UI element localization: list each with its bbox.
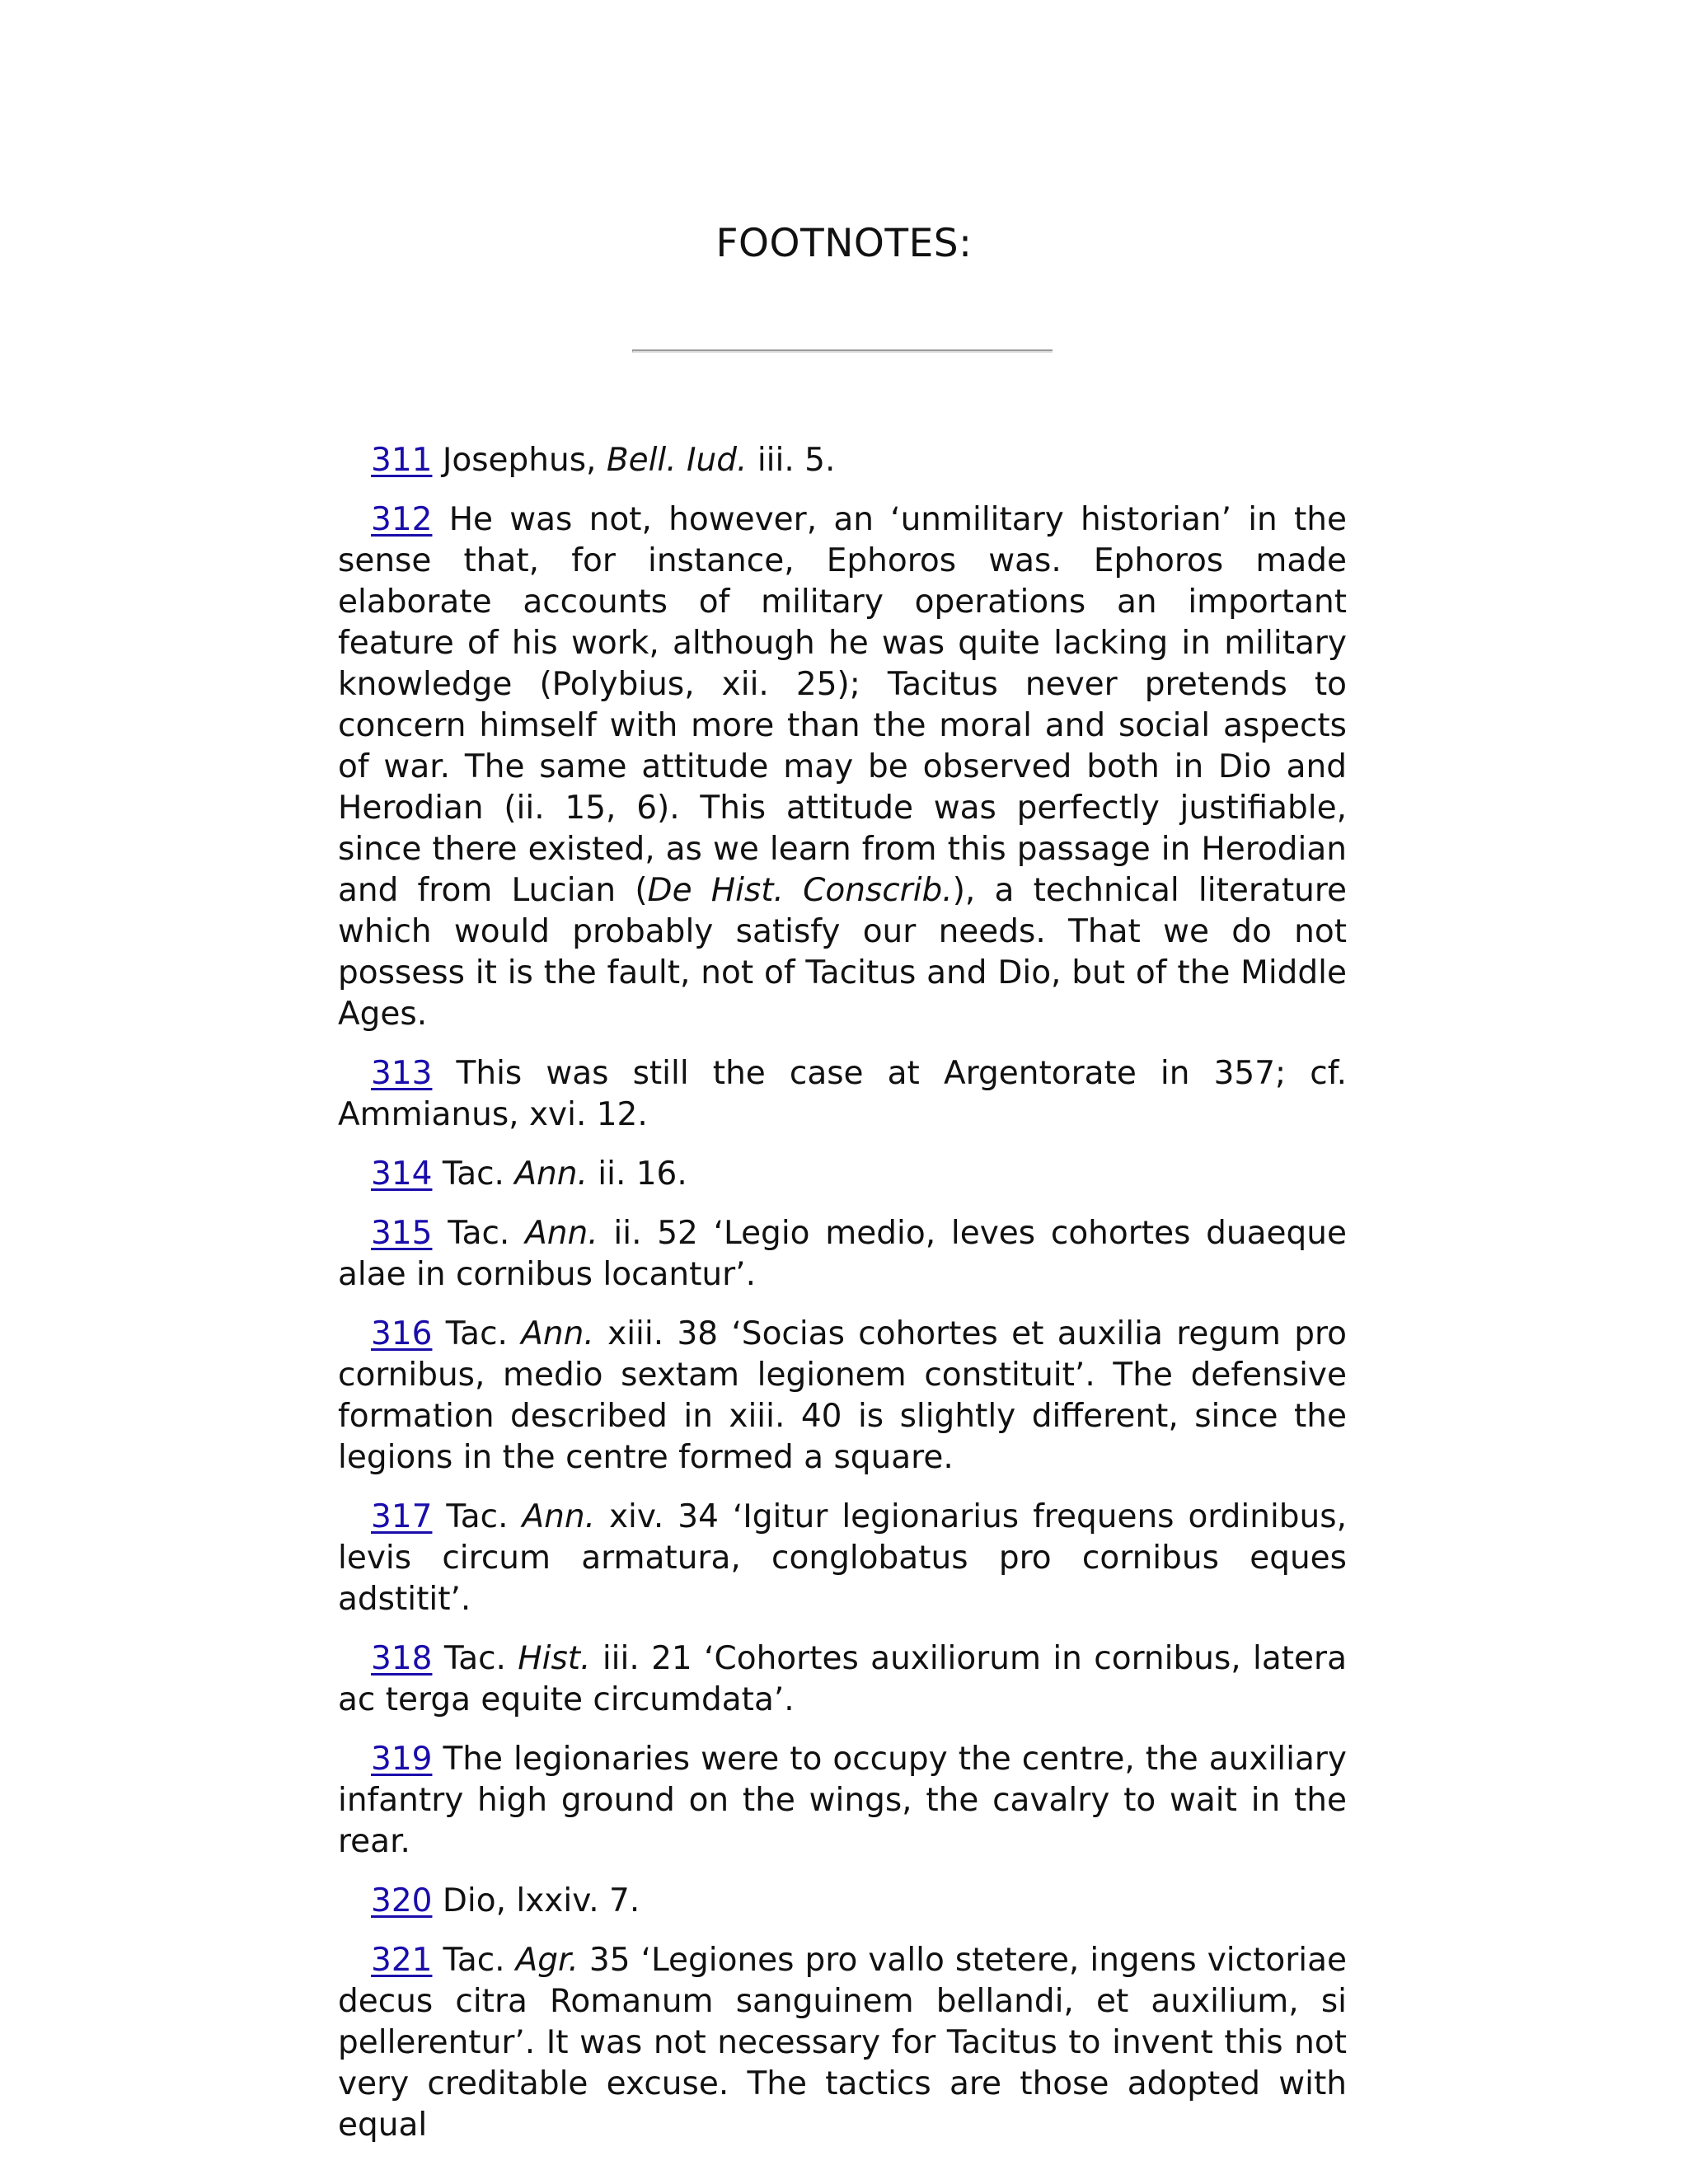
footnote-text: Dio, lxxiv. 7. [432, 1882, 640, 1919]
footnote [338, 1314, 1347, 1479]
footnote-link[interactable]: 315 [371, 1215, 433, 1252]
footnote-link[interactable]: 311 [371, 442, 433, 479]
footnote-text: Tac. [432, 1155, 515, 1193]
footnote [338, 1739, 1347, 1863]
footnote [338, 1213, 1347, 1296]
footnote [338, 1497, 1347, 1620]
footnote-italic-text: Ann. [525, 1215, 598, 1252]
footnote-italic-text: Agr. [515, 1942, 579, 1979]
title-divider [632, 349, 1053, 353]
footnote-link[interactable]: 321 [371, 1942, 433, 1979]
footnote [338, 1881, 1347, 1922]
footnote-text: iii. 5. [747, 442, 836, 479]
footnote-italic-text: De Hist. Conscrib. [647, 872, 953, 909]
page-title: FOOTNOTES: [715, 221, 973, 266]
footnote [338, 440, 1347, 481]
footnote [338, 1053, 1347, 1136]
footnote-text: This was still the case at Argentorate in 357; cf. Ammianus, xvi. 12. [338, 1055, 1347, 1133]
footnote-text: The legionaries were to occupy the centre, the auxiliary infantry high ground on the wings, the cavalry to wait in the rear. [338, 1741, 1347, 1860]
footnote-text: ii. 52 ‘Legio medio, leves cohortes duaeque alae in cornibus locantur’. [338, 1215, 1347, 1293]
footnote-link[interactable]: 312 [371, 501, 433, 538]
footnote-link[interactable]: 319 [371, 1741, 433, 1778]
footnote-link[interactable]: 316 [371, 1315, 433, 1352]
footnote-italic-text: Ann. [514, 1155, 588, 1193]
footnote-text: Tac. [432, 1942, 516, 1979]
footnote-text: Tac. [432, 1215, 526, 1252]
footnote-italic-text: Hist. [518, 1640, 591, 1677]
footnote [338, 1154, 1347, 1195]
footnote-link[interactable]: 317 [371, 1498, 433, 1535]
footnote [338, 1940, 1347, 2146]
footnote-italic-text: Ann. [522, 1498, 595, 1535]
footnote-text: Tac. [432, 1498, 523, 1535]
footnote-italic-text: Ann. [521, 1315, 594, 1352]
footnote-text: iii. 21 ‘Cohortes auxiliorum in cornibus, latera ac terga equite circumdata’. [338, 1640, 1347, 1718]
footnote-link[interactable]: 314 [371, 1155, 433, 1193]
footnote-text: ), a technical literature which would probably satisfy our needs. That we do not possess it is the fault, not of Tacitus and Dio, but of the Middle Ages. [338, 872, 1347, 1033]
footnote-text: Josephus, [432, 442, 607, 479]
footnote [338, 499, 1347, 1035]
footnote-text: ii. 16. [587, 1155, 687, 1193]
footnote-text: 35 ‘Legiones pro vallo stetere, ingens victoriae decus citra Romanum sanguinem bellandi, et auxilium, si pellerentur’. It was not necessary for Tacitus to invent this not very creditable excuse. The tactics are those adopted with equal [338, 1942, 1347, 2144]
footnote-link[interactable]: 313 [371, 1055, 433, 1092]
footnote [338, 1638, 1347, 1721]
footnote-text: Tac. [432, 1315, 522, 1352]
footnote-text: He was not, however, an ‘unmilitary historian’ in the sense that, for instance, Ephoros was. Ephoros made elaborate accounts of military operations an important feature of his work, although he was quite lacking in military knowledge (Polybius, xii. 25); Tacitus never pretends to concern himself with more than the moral and social aspects of war. The same attitude may be observed both in Dio and Herodian (ii. 15, 6). This attitude was perfectly justifiable, since there existed, as we learn from this passage in Herodian and from Lucian ( [338, 501, 1347, 909]
footnote-text: xiv. 34 ‘Igitur legionarius frequens ordinibus, levis circum armatura, conglobatus pro cornibus eques adstitit’. [338, 1498, 1347, 1618]
footnote-italic-text: Bell. Iud. [606, 442, 748, 479]
footnotes-list [338, 440, 1347, 2164]
footnote-link[interactable]: 318 [371, 1640, 433, 1677]
footnote-link[interactable]: 320 [371, 1882, 433, 1919]
footnote-text: xiii. 38 ‘Socias cohortes et auxilia regum pro cornibus, medio sextam legionem constituit’. The defensive formation described in xiii. 40 is slightly different, since the legions in the centre formed a square. [338, 1315, 1347, 1476]
footnote-text: Tac. [432, 1640, 518, 1677]
